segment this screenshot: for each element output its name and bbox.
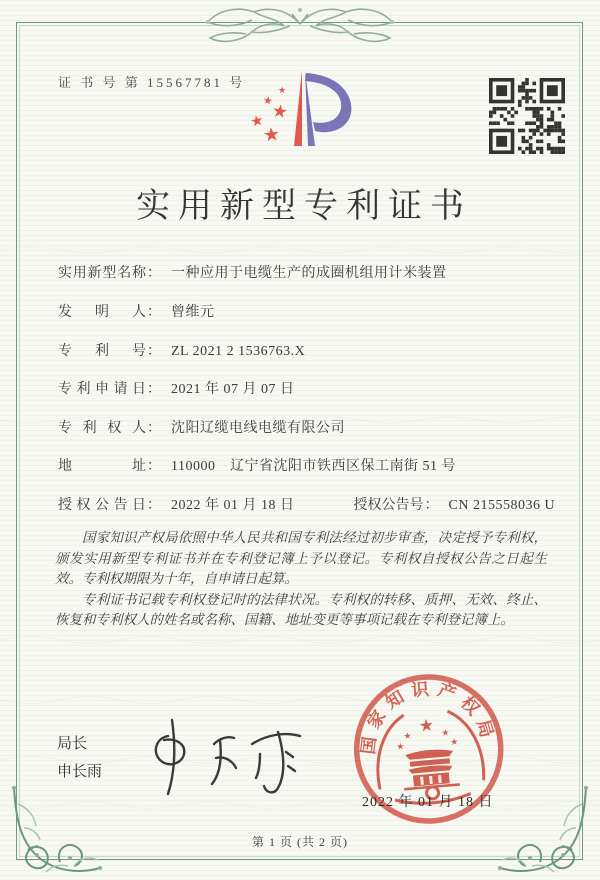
director-block bbox=[57, 730, 102, 786]
legal-text bbox=[55, 528, 547, 631]
corner-flourish-right bbox=[496, 784, 596, 880]
field-patentee: 专利权人： 沈阳辽缆电线电缆有限公司 bbox=[58, 417, 345, 437]
field-inventor: 发明人： 曾维元 bbox=[58, 301, 215, 321]
certificate-number: 证 书 号 第 15567781 号 bbox=[58, 75, 246, 90]
svg-text:★: ★ bbox=[441, 728, 450, 739]
field-value: 110000 辽宁省沈阳市铁西区保工南街 51 号 bbox=[171, 459, 456, 474]
field-address: 地址： 110000 辽宁省沈阳市铁西区保工南街 51 号 bbox=[58, 455, 456, 475]
certificate-title: 实用新型专利证书 bbox=[136, 188, 472, 225]
svg-text:★: ★ bbox=[396, 742, 405, 753]
svg-text:★: ★ bbox=[403, 731, 413, 743]
seal-text: 国家知识产权局 bbox=[357, 678, 500, 756]
grant-no-label: 授权公告号 bbox=[353, 498, 424, 513]
logo-purple-stem bbox=[305, 71, 315, 146]
field-label: 地址 bbox=[58, 459, 146, 474]
corner-flourish-left bbox=[4, 784, 104, 880]
logo-red-spike bbox=[294, 70, 302, 146]
director-name: 申长雨 bbox=[57, 763, 103, 780]
legal-paragraph-2: 专利证书记载专利权登记时的法律状况。专利权的转移、质押、无效、终止、恢复和专利权人的姓名或名称、国籍、地址变更等事项记载在专利登记簿上。 bbox=[55, 591, 547, 627]
star-icon: ★ bbox=[248, 110, 266, 132]
director-title: 局长 bbox=[57, 735, 88, 752]
svg-text:★: ★ bbox=[449, 737, 459, 749]
field-filing-date: 专利申请日： 2021 年 07 月 07 日 bbox=[58, 378, 295, 398]
grant-date-label: 授权公告日 bbox=[58, 498, 146, 513]
star-icon: ★ bbox=[278, 86, 287, 96]
field-label: 专利权人 bbox=[58, 421, 146, 436]
seal-date: 2022 年 01 月 18 日 bbox=[362, 795, 494, 810]
legal-paragraph-1: 国家知识产权局依照中华人民共和国专利法经过初步审查，决定授予专利权，颁发实用新型专利证书并在专利登记簿上予以登记。专利权自授权公告之日起生效。专利权期限为十年，自申请日起算。 bbox=[55, 530, 547, 586]
top-flourish-ornament bbox=[178, 0, 422, 48]
field-value: 2021 年 07 月 07 日 bbox=[171, 382, 295, 397]
qr-code bbox=[487, 76, 567, 156]
field-value: 沈阳辽缆电线电缆有限公司 bbox=[171, 421, 345, 436]
field-value: 曾维元 bbox=[171, 305, 215, 320]
cnipa-logo bbox=[238, 64, 368, 168]
field-label: 专利号 bbox=[58, 344, 146, 359]
field-value: ZL 2021 2 1536763.X bbox=[171, 344, 306, 359]
page-footer: 第 1 页 (共 2 页) bbox=[252, 835, 348, 849]
field-grant-row: 授权公告日： 2022 年 01 月 18 日 授权公告号： CN 215558036 U bbox=[58, 494, 555, 514]
star-icon: ★ bbox=[261, 93, 274, 108]
field-label: 实用新型名称 bbox=[58, 266, 146, 281]
field-patent-number: 专利号： ZL 2021 2 1536763.X bbox=[58, 340, 305, 360]
grant-date-value: 2022 年 01 月 18 日 bbox=[171, 498, 295, 513]
field-label: 发明人 bbox=[58, 305, 146, 320]
star-icon: ★ bbox=[270, 100, 290, 124]
field-utility-model-name: 实用新型名称： 一种应用于电缆生产的成圈机组用计米装置 bbox=[58, 262, 447, 282]
svg-text:★: ★ bbox=[417, 715, 435, 737]
grant-no-value: CN 215558036 U bbox=[448, 498, 556, 513]
field-label: 专利申请日 bbox=[58, 382, 146, 397]
star-icon: ★ bbox=[261, 123, 282, 147]
official-seal bbox=[335, 654, 522, 850]
director-signature bbox=[128, 710, 328, 810]
field-value: 一种应用于电缆生产的成圈机组用计米装置 bbox=[171, 266, 447, 281]
